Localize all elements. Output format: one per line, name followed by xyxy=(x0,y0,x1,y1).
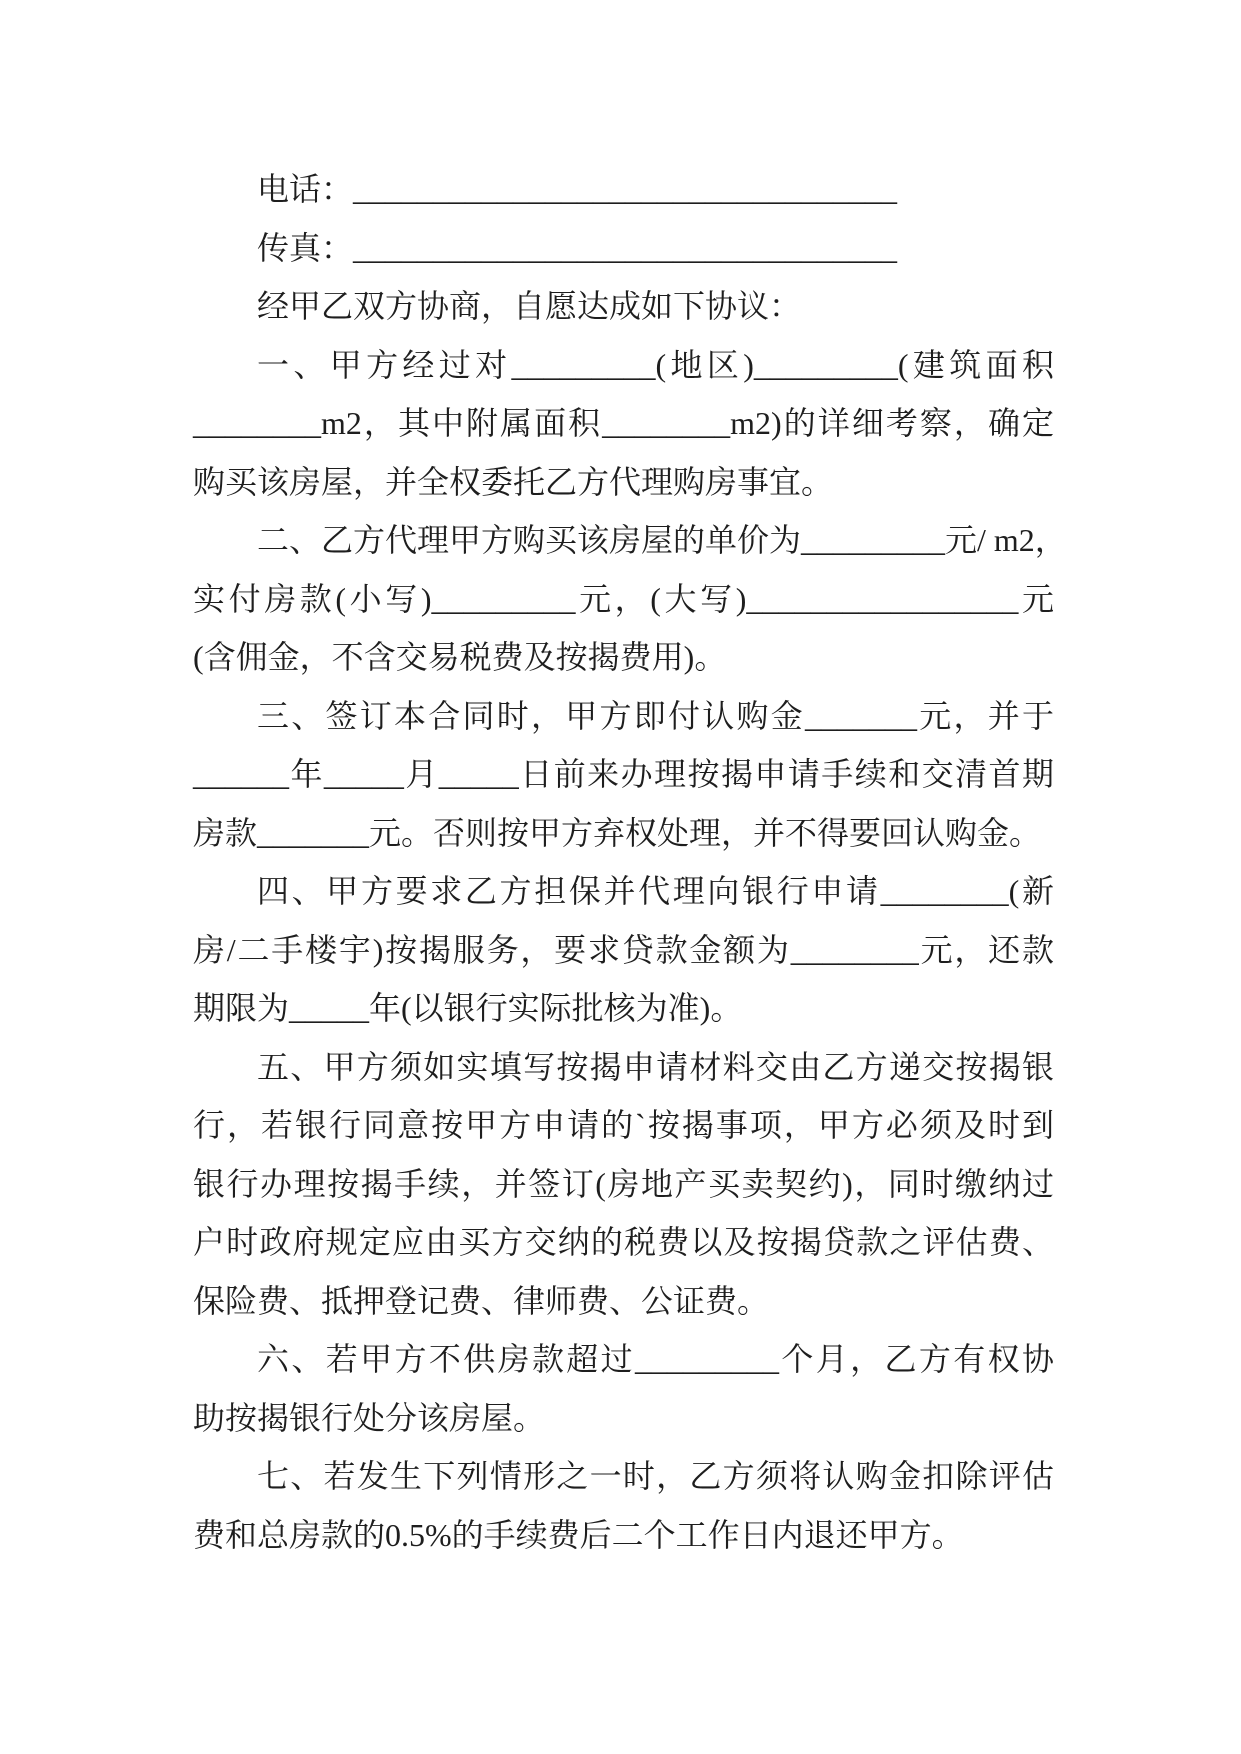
clause-6 xyxy=(193,1330,1054,1447)
contract-line: 费和总房款的0.5%的手续费后二个工作日内退还甲方。 xyxy=(193,1516,964,1553)
clause-2 xyxy=(193,511,1067,687)
phone-field xyxy=(193,160,1054,219)
contract-line: 购买该房屋，并全权委托乙方代理购房事宜。 xyxy=(193,463,834,500)
clause-7 xyxy=(193,1447,1054,1564)
contract-line: 三、签订本合同时，甲方即付认购金_______元，并于 xyxy=(257,697,1054,734)
contract-line: ________m2，其中附属面积________m2)的详细考察，确定 xyxy=(193,405,1054,441)
contract-line: ______年_____月_____日前来办理按揭申请手续和交清首期 xyxy=(193,756,1054,792)
contract-line: 经甲乙双方协商，自愿达成如下协议： xyxy=(257,288,802,324)
clause-1 xyxy=(193,336,1054,512)
contract-line: 实付房款(小写)_________元，(大写)_________________元 xyxy=(193,580,1054,617)
contract-line: 户时政府规定应由买方交纳的税费以及按揭贷款之评估费、 xyxy=(193,1224,1054,1260)
contract-line: 房款_______元。否则按甲方弃权处理，并不得要回认购金。 xyxy=(193,814,1042,851)
clause-4 xyxy=(193,862,1054,1038)
contract-line: 一、甲方经过对_________(地区)_________(建筑面积 xyxy=(257,346,1054,383)
contract-line: 六、若甲方不供房款超过_________个月，乙方有权协 xyxy=(257,1341,1054,1377)
contract-line: 期限为_____年(以银行实际批核为准)。 xyxy=(193,990,743,1026)
contract-line: 电话：__________________________________ xyxy=(257,171,898,207)
contract-line: 传真：__________________________________ xyxy=(257,229,898,266)
fax-field xyxy=(193,219,1054,278)
contract-line: 行，若银行同意按甲方申请的`按揭事项，甲方必须及时到 xyxy=(193,1107,1054,1143)
contract-line: 助按揭银行处分该房屋。 xyxy=(193,1399,546,1436)
contract-line: 二、乙方代理甲方购买该房屋的单价为_________元/ m2， xyxy=(257,522,1067,558)
clause-3 xyxy=(193,687,1054,863)
contract-line: 五、甲方须如实填写按揭申请材料交由乙方递交按揭银 xyxy=(257,1048,1054,1085)
agreement-intro xyxy=(193,277,1054,336)
contract-line: 房/二手楼宇)按揭服务，要求贷款金额为________元，还款 xyxy=(193,931,1054,968)
contract-line: 七、若发生下列情形之一时，乙方须将认购金扣除评估 xyxy=(257,1458,1054,1494)
contract-body xyxy=(193,160,1067,1564)
contract-line: (含佣金，不含交易税费及按揭费用)。 xyxy=(193,639,727,675)
contract-line: 银行办理按揭手续，并签订(房地产买卖契约)，同时缴纳过 xyxy=(193,1165,1054,1202)
contract-line: 保险费、抵押登记费、律师费、公证费。 xyxy=(193,1282,770,1319)
contract-line: 四、甲方要求乙方担保并代理向银行申请________(新 xyxy=(257,873,1054,909)
clause-5 xyxy=(193,1038,1054,1331)
